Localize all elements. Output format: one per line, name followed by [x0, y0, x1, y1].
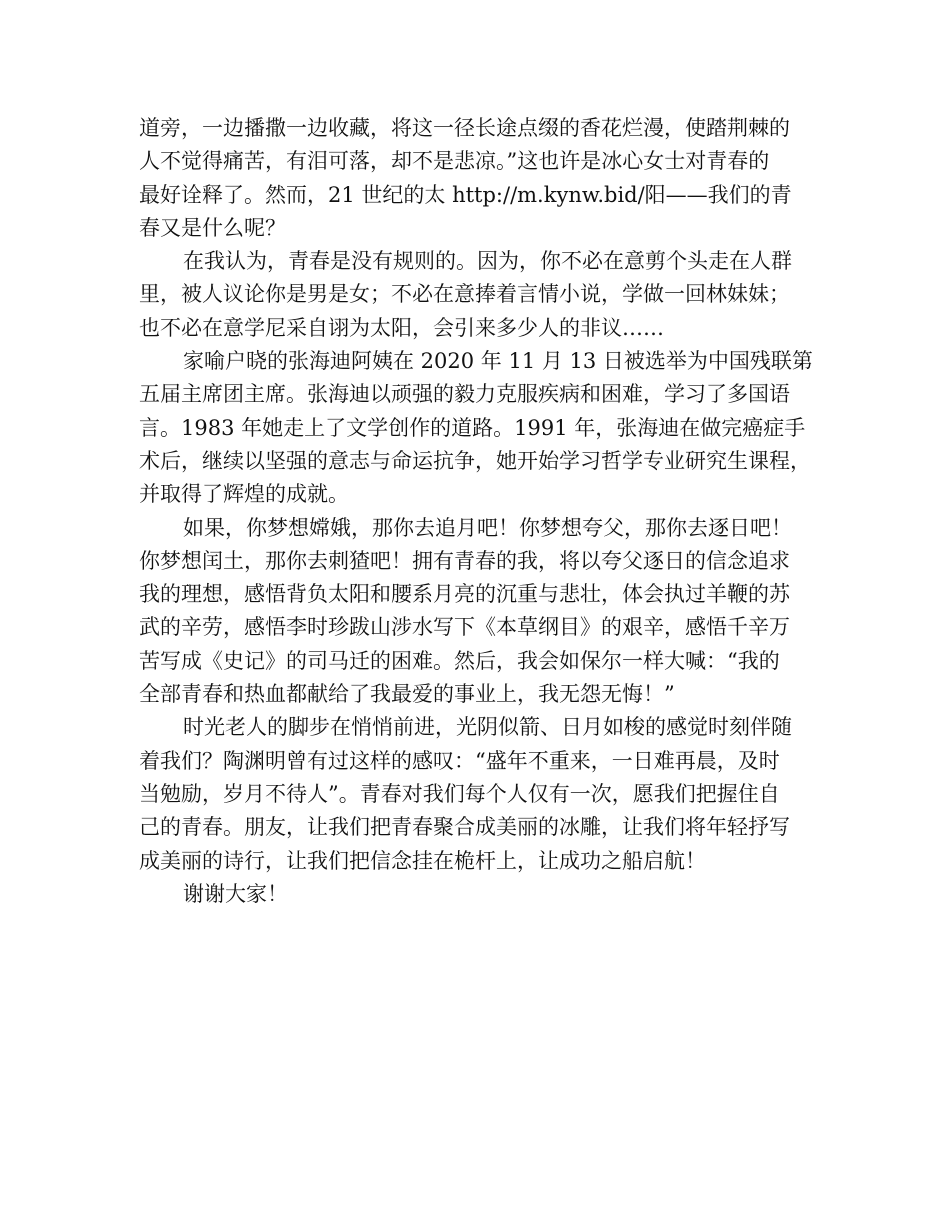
text-line: 全部青春和热血都献给了我最爱的事业上，我无怨无悔！” [139, 682, 675, 707]
text-line: 时光老人的脚步在悄悄前进，光阴似箭、日月如梭的感觉时刻伴随 [183, 715, 792, 740]
text-line: 在我认为，青春是没有规则的。因为，你不必在意剪个头走在人群 [183, 249, 792, 274]
text-line: 家喻户晓的张海迪阿姨在 2020 年 11 月 13 日被选举为中国残联第 [183, 349, 813, 374]
text-line: 言。1983 年她走上了文学创作的道路。1991 年，张海迪在做完癌症手 [139, 415, 806, 440]
text-line: 道旁，一边播撒一边收藏，将这一径长途点缀的香花烂漫，使踏荆棘的 [139, 116, 790, 140]
text-line: 术后，继续以坚强的意志与命运抗争，她开始学习哲学专业研究生课程， [139, 448, 811, 473]
text-line: 五届主席团主席。张海迪以顽强的毅力克服疾病和困难，学习了多国语 [139, 382, 790, 407]
text-line: 里，被人议论你是男是女；不必在意捧着言情小说，学做一回林妹妹； [139, 282, 790, 307]
text-line: 也不必在意学尼采自诩为太阳，会引来多少人的非议…… [139, 315, 664, 340]
text-line: 并取得了辉煌的成就。 [139, 482, 349, 507]
text-line: 当勉励，岁月不待人”。青春对我们每个人仅有一次，愿我们把握住自 [139, 781, 780, 806]
text-line: 成美丽的诗行，让我们把信念挂在桅杆上，让成功之船启航！ [139, 848, 706, 873]
text-line: 人不觉得痛苦，有泪可落，却不是悲凉。”这也许是冰心女士对青春的 [139, 149, 770, 174]
text-line: 谢谢大家！ [183, 881, 288, 906]
document-body [139, 112, 819, 911]
text-line: 武的辛劳，感悟李时珍跋山涉水写下《本草纲目》的艰辛，感悟千辛万 [139, 615, 790, 640]
text-line: 最好诠释了。然而，21 世纪的太 http://m.kynw.bid/阳——我们的青 [139, 182, 792, 207]
text-line: 着我们？陶渊明曾有过这样的感叹：“盛年不重来，一日难再晨，及时 [139, 748, 780, 773]
text-line: 春又是什么呢？ [139, 215, 286, 240]
text-line: 你梦想闰土，那你去刺猹吧！拥有青春的我，将以夸父逐日的信念追求 [139, 548, 790, 573]
text-line: 我的理想，感悟背负太阳和腰系月亮的沉重与悲壮，体会执过羊鞭的苏 [139, 582, 790, 607]
text-line: 己的青春。朋友，让我们把青春聚合成美丽的冰雕，让我们将年轻抒写 [139, 815, 790, 840]
text-line: 苦写成《史记》的司马迁的困难。然后，我会如保尔一样大喊：“我的 [139, 648, 780, 673]
text-line: 如果，你梦想嫦娥，那你去追月吧！你梦想夸父，那你去逐日吧！ [183, 515, 792, 540]
